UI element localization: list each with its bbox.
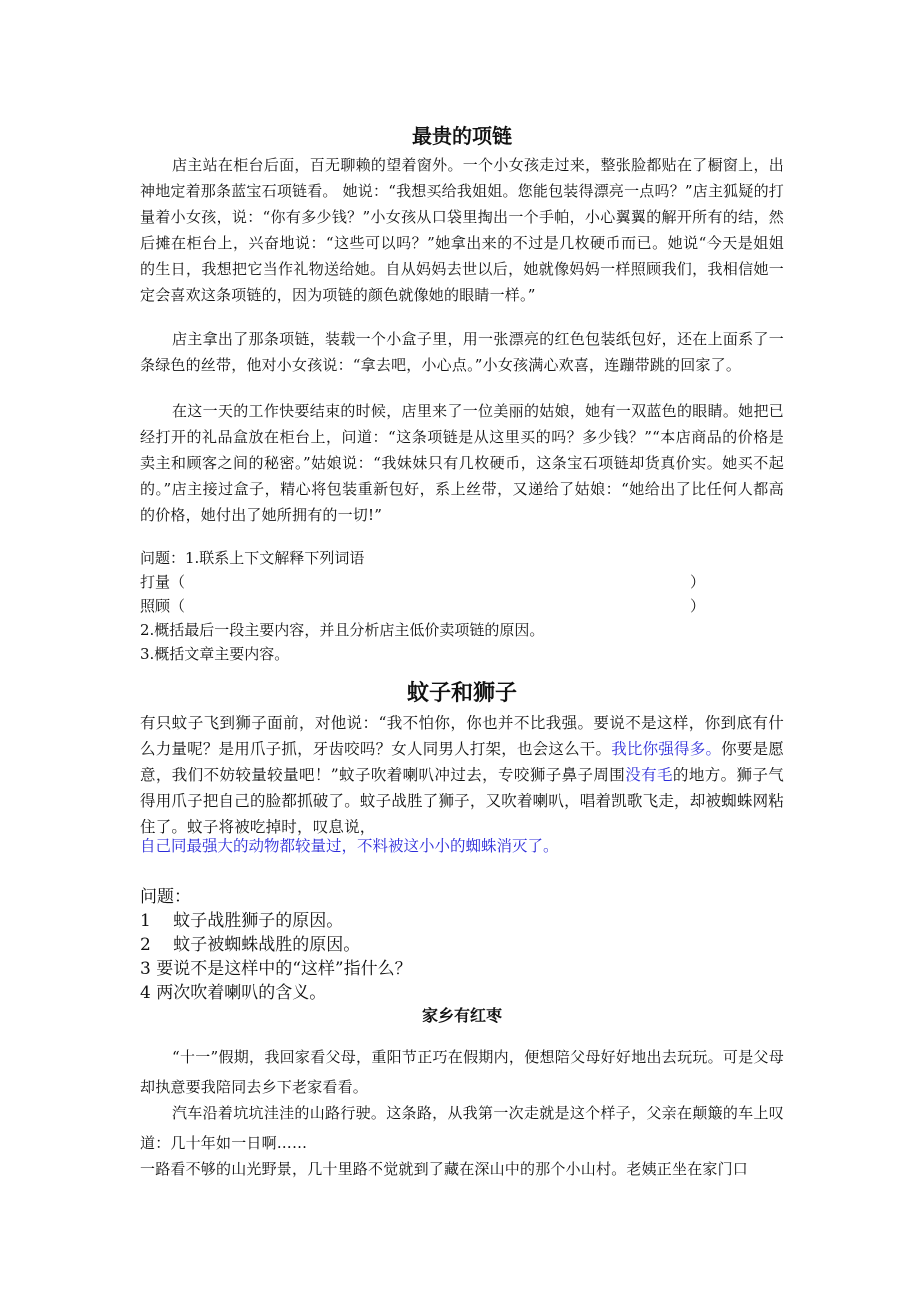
story3-paragraph-3: 一路看不够的山光野景，几十里路不觉就到了藏在深山中的那个小山村。老姨正坐在家门口 xyxy=(140,1160,749,1178)
story2-paragraph-1 xyxy=(140,710,784,840)
story1-title: 最贵的项链 xyxy=(412,124,512,148)
story1-question-3: 3.概括文章主要内容。 xyxy=(140,645,290,663)
story2-question: 3 要说不是这样中的“这样”指什么？ xyxy=(140,959,412,979)
vocab-word: 打量（ xyxy=(140,573,186,591)
vocab-word: 照顾（ xyxy=(140,597,186,615)
vocab-item-zhaogu xyxy=(140,594,784,618)
story2-question: 4 两次吹着喇叭的含义。 xyxy=(140,983,327,1003)
story2-text-b: 你要是愿意，我们不妨较量较量吧！”蚊子吹着喇叭冲过去，专咬狮子鼻子周围 xyxy=(140,740,784,784)
highlighted-text: 没有毛 xyxy=(625,766,673,784)
story2-text-a: 有只蚊子飞到狮子面前，对他说：“我不怕你，你也并不比我强。要说不是这样，你到底有什么力量呢？是用爪子抓，牙齿咬吗？女人同男人打架，也会这么干。 xyxy=(140,714,784,758)
story2-questions-label: 问题： xyxy=(140,887,191,907)
story1-question-2: 2.概括最后一段主要内容，并且分析店主低价卖项链的原因。 xyxy=(140,621,545,639)
story3-paragraph-1: “十一”假期，我回家看父母，重阳节正巧在假期内，便想陪父母好好地出去玩玩。可是父母却执意要我陪同去乡下老家看看。 xyxy=(140,1048,784,1096)
story2-text-c: 的地方。狮子气得用爪子把自己的脸都抓破了。蚊子战胜了狮子，又吹着喇叭，唱着凯歌飞走，却被蜘蛛网粘住了。蚊子将被吃掉时，叹息说， xyxy=(140,766,784,836)
story2-question: 1 蚊子战胜狮子的原因。 xyxy=(140,911,344,931)
highlighted-text: 我比你强得多。 xyxy=(611,740,722,758)
vocab-item-daliang xyxy=(140,570,784,594)
story2-title: 蚊子和狮子 xyxy=(406,681,517,706)
close-paren: ） xyxy=(690,573,706,591)
story1-paragraph-3: 在这一天的工作快要结束的时候，店里来了一位美丽的姑娘，她有一双蓝色的眼睛。她把已经打开的礼品盒放在柜台上，问道：“这条项链是从这里买的吗？多少钱？”“本店商品的价格是卖主和顾客之间的秘密。”姑娘说：“我妹妹只有几枚硬币，这条宝石项链却货真价实。她买不起的。”店主接过盒子，精心将包装重新包好，系上丝带，又递给了姑娘：“她给出了比任何人都高的价格，她付出了她所拥有的一切!” xyxy=(140,402,784,524)
story1-paragraph-2: 店主拿出了那条项链，装载一个小盒子里，用一张漂亮的红色包装纸包好，还在上面系了一条绿色的丝带，他对小女孩说：“拿去吧，小心点。”小女孩满心欢喜，连蹦带跳的回家了。 xyxy=(140,330,784,374)
story3-title: 家乡有红枣 xyxy=(421,1006,502,1025)
story1-question-1: 问题：1.联系上下文解释下列词语 xyxy=(140,549,365,567)
close-paren: ） xyxy=(690,597,706,615)
story1-paragraph-1: 店主站在柜台后面，百无聊赖的望着窗外。一个小女孩走过来，整张脸都贴在了橱窗上，出神地定着那条蓝宝石项链看。 她说：“我想买给我姐姐。您能包装得漂亮一点吗？”店主狐疑的打量着小女孩，说：“你有多少钱？”小女孩从口袋里掏出一个手帕，小心翼翼的解开所有的结，然后摊在柜台上，兴奋地说：“这些可以吗？”她拿出来的不过是几枚硬币而已。她说“今天是姐姐的生日，我想把它当作礼物送给她。自从妈妈去世以后，她就像妈妈一样照顾我们，我相信她一定会喜欢这条项链的，因为项链的颜色就像她的眼睛一样。” xyxy=(140,156,784,304)
story3-paragraph-2: 汽车沿着坑坑洼洼的山路行驶。这条路，从我第一次走就是这个样子，父亲在颠簸的车上叹道：几十年如一日啊…… xyxy=(140,1104,784,1152)
story2-quote-highlighted: 自己同最强大的动物都较量过，不料被这小小的蜘蛛消灭了。 xyxy=(140,837,559,855)
story2-question: 2 蚊子被蜘蛛战胜的原因。 xyxy=(140,935,361,955)
